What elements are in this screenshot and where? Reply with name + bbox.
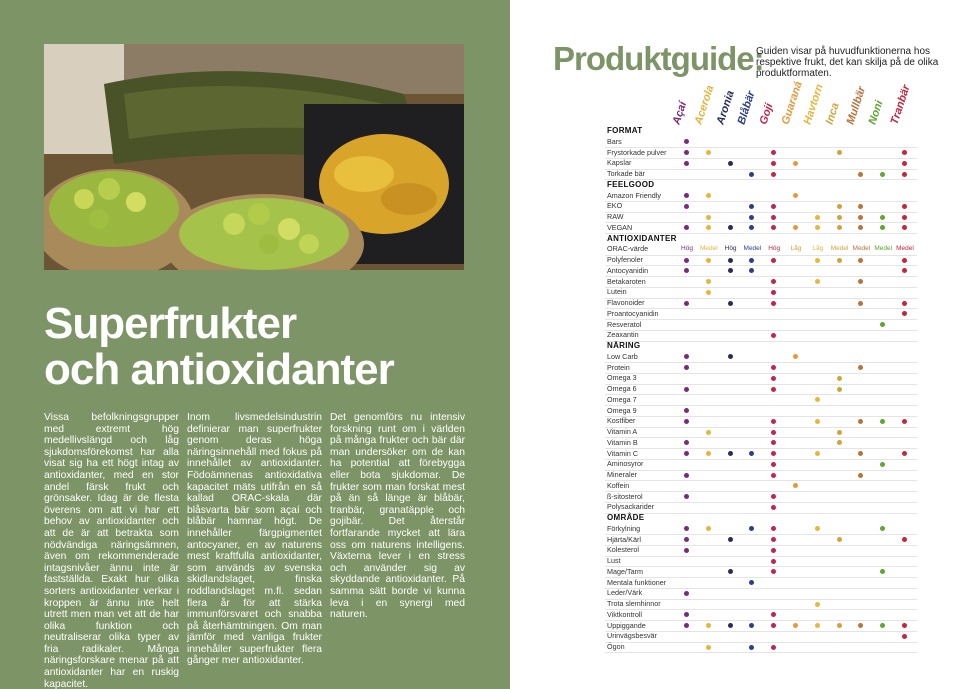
row-label: ORAC-värde <box>607 244 649 254</box>
orac-value: Hög <box>724 245 737 253</box>
row-label: ß-sitosterol <box>607 491 643 501</box>
feature-dot <box>880 462 885 467</box>
feature-dot <box>684 258 689 263</box>
feature-dot <box>706 279 711 284</box>
feature-dot <box>749 258 754 263</box>
feature-dot <box>793 623 798 628</box>
section-heading: ANTIOXIDANTER <box>607 233 677 243</box>
feature-dot <box>815 623 820 628</box>
feature-dot <box>771 505 776 510</box>
row-divider <box>605 319 917 320</box>
feature-dot <box>837 537 842 542</box>
row-label: Trota slemhinnor <box>607 599 661 608</box>
feature-dot <box>728 301 733 306</box>
feature-dot <box>771 376 776 381</box>
fruit-name: Guaraná <box>779 79 805 126</box>
row-divider <box>605 642 917 643</box>
feature-dot <box>728 354 733 359</box>
orac-value: Medel <box>874 245 893 253</box>
feature-dot <box>902 623 907 628</box>
feature-dot <box>684 419 689 424</box>
feature-dot <box>684 301 689 306</box>
row-label: Low Carb <box>607 351 638 361</box>
row-divider <box>605 480 917 481</box>
row-divider <box>605 212 917 213</box>
row-label: Omega 3 <box>607 373 637 383</box>
feature-dot <box>902 258 907 263</box>
row-label: Zeaxantin <box>607 330 639 340</box>
feature-dot <box>902 161 907 166</box>
row-divider <box>605 341 917 342</box>
feature-dot <box>684 494 689 499</box>
feature-dot <box>684 451 689 456</box>
feature-dot <box>728 258 733 263</box>
row-label: Vitamin A <box>607 427 638 436</box>
row-divider <box>605 566 917 567</box>
feature-dot <box>771 430 776 435</box>
feature-dot <box>684 623 689 628</box>
row-label: Kolesterol <box>607 545 639 555</box>
feature-dot <box>837 623 842 628</box>
orac-value: Medel <box>830 245 849 253</box>
body-column-2: Inom livsmedelsindustrin definierar man superfrukter genom deras höga näringsinnehåll med fokus på innehållet av antioxidanter. Födoämnenas antioxidativa kapacitet mäts utifrån en så kallad ORAC-skala där blåsvarta bär som açaí och blåbär hamnar högt. De innehåller färgpigmentet antocyaner, en av naturens mest kraftfulla antioxidanter, som används av svenska skidlandslaget, finska roddlandslaget m.fl. sedan flera år för att stärka immunförsvaret och snabba på återhämtningen. Om man jämför med vanliga frukter innehåller superfrukter flera gånger mer antioxidanter. <box>187 412 322 667</box>
row-label: Bars <box>607 136 622 146</box>
row-divider <box>605 298 917 299</box>
feature-dot <box>771 172 776 177</box>
row-divider <box>605 265 917 266</box>
row-label: Förkylning <box>607 523 641 533</box>
row-divider <box>605 255 917 256</box>
feature-dot <box>771 301 776 306</box>
feature-dot <box>749 172 754 177</box>
feature-dot <box>858 301 863 306</box>
row-label: Betakaroten <box>607 276 646 286</box>
row-label: Lutein <box>607 287 627 297</box>
feature-dot <box>684 161 689 166</box>
row-label: Viktkontroll <box>607 609 643 619</box>
row-label: Flavonoider <box>607 298 645 307</box>
body-column-3: Det genomförs nu intensiv forskning runt om i världen på många frukter och bär där man undersöker om de kan ha potential att förebygga eller bota sjukdomar. De frukter som man forskat mest på än så länge är blåbär, tranbär, granatäpple och gojibär. Det återstår fortfarande mycket att lära oss om naturens intelligens. Växterna lever i en stress och använder sig av skyddande antioxidanter. På samma sätt borde vi kunna leva i en synergi med naturen. <box>330 412 465 621</box>
row-divider <box>605 201 917 202</box>
feature-dot <box>858 172 863 177</box>
orac-value: Låg <box>812 245 824 253</box>
feature-dot <box>771 215 776 220</box>
row-divider <box>605 362 917 363</box>
feature-dot <box>837 430 842 435</box>
feature-dot <box>837 225 842 230</box>
row-divider <box>605 437 917 438</box>
feature-dot <box>684 387 689 392</box>
feature-dot <box>837 215 842 220</box>
row-divider <box>605 416 917 417</box>
row-label: Frystorkade pulver <box>607 147 667 157</box>
feature-dot <box>902 451 907 456</box>
feature-dot <box>706 290 711 295</box>
feature-dot <box>728 268 733 273</box>
feature-dot <box>771 559 776 564</box>
feature-dot <box>858 473 863 478</box>
row-divider <box>605 384 917 385</box>
row-divider <box>605 330 917 331</box>
row-divider <box>605 427 917 428</box>
feature-dot <box>706 645 711 650</box>
feature-dot <box>749 215 754 220</box>
orac-value: Låg <box>790 245 802 253</box>
fruit-name: Havtorn <box>801 82 826 126</box>
row-label: Proantocyanidin <box>607 308 659 318</box>
orac-value: Medel <box>743 245 762 253</box>
row-label: Kapslar <box>607 158 632 168</box>
feature-dot <box>902 301 907 306</box>
row-label: Torkade bär <box>607 169 645 178</box>
orac-value: Medel <box>699 245 718 253</box>
feature-dot <box>880 215 885 220</box>
row-divider <box>605 534 917 535</box>
product-guide-title: Produktguide: <box>553 40 764 77</box>
row-label: Aminosyror <box>607 459 644 469</box>
feature-dot <box>706 258 711 263</box>
row-divider <box>605 545 917 546</box>
row-label: EKO <box>607 201 623 211</box>
orac-value: Hög <box>768 245 781 253</box>
row-label: Leder/Värk <box>607 588 643 598</box>
feature-dot <box>684 365 689 370</box>
feature-dot <box>837 387 842 392</box>
row-label: Amazon Friendly <box>607 190 661 200</box>
row-label: Urinvägsbesvär <box>607 631 657 641</box>
fruit-name: Inca <box>823 101 842 126</box>
feature-dot <box>771 161 776 166</box>
feature-dot <box>771 645 776 650</box>
feature-dot <box>902 537 907 542</box>
fruit-column-header <box>888 83 914 126</box>
row-divider <box>605 609 917 610</box>
row-label: Vitamin C <box>607 448 639 458</box>
row-divider <box>605 158 917 159</box>
feature-dot <box>706 150 711 155</box>
row-divider <box>605 652 917 653</box>
orac-value: Medel <box>896 245 914 253</box>
row-divider <box>605 588 917 589</box>
row-divider <box>605 448 917 449</box>
feature-dot <box>749 645 754 650</box>
row-label: Uppiggande <box>607 620 646 630</box>
feature-dot <box>771 290 776 295</box>
feature-dot <box>815 279 820 284</box>
fruit-name: Tranbär <box>888 83 913 126</box>
fruit-name: Goji <box>757 101 776 126</box>
row-divider <box>605 459 917 460</box>
feature-dot <box>684 473 689 478</box>
feature-dot <box>771 548 776 553</box>
row-divider <box>605 287 917 288</box>
row-label: Ögon <box>607 642 625 651</box>
feature-dot <box>858 215 863 220</box>
row-label: Omega 9 <box>607 405 637 415</box>
feature-dot <box>771 258 776 263</box>
feature-dot <box>771 333 776 338</box>
row-label: Kostfiber <box>607 416 636 426</box>
feature-dot <box>706 215 711 220</box>
feature-dot <box>815 419 820 424</box>
feature-dot <box>728 537 733 542</box>
row-divider <box>605 470 917 471</box>
feature-dot <box>902 634 907 639</box>
row-divider <box>605 556 917 557</box>
row-label: Mentala funktioner <box>607 577 667 587</box>
feature-dot <box>684 193 689 198</box>
feature-dot <box>902 172 907 177</box>
feature-dot <box>728 451 733 456</box>
market-photo-illustration <box>44 44 464 270</box>
article-title-line1: Superfrukter <box>44 299 297 348</box>
row-label: Polyfenoler <box>607 255 643 264</box>
row-divider <box>605 620 917 621</box>
feature-dot <box>684 591 689 596</box>
fruit-name: Mullbär <box>844 85 869 126</box>
row-divider <box>605 405 917 406</box>
fruit-name: Noni <box>866 99 886 126</box>
row-label: Polysackarider <box>607 502 655 512</box>
feature-dot <box>793 161 798 166</box>
feature-dot <box>728 225 733 230</box>
feature-dot <box>728 623 733 628</box>
row-label: Omega 6 <box>607 384 637 393</box>
feature-dot <box>771 419 776 424</box>
feature-dot <box>815 258 820 263</box>
row-label: Mage/Tarm <box>607 566 643 576</box>
orac-value: Medel <box>852 245 871 253</box>
feature-dot <box>902 215 907 220</box>
feature-dot <box>837 258 842 263</box>
feature-dot <box>837 204 842 209</box>
row-label: RAW <box>607 212 624 221</box>
feature-dot <box>793 193 798 198</box>
feature-dot <box>815 602 820 607</box>
feature-dot <box>902 150 907 155</box>
feature-dot <box>880 172 885 177</box>
row-label: Omega 7 <box>607 394 637 404</box>
feature-dot <box>684 408 689 413</box>
row-divider <box>605 276 917 277</box>
feature-dot <box>837 376 842 381</box>
row-label: VEGAN <box>607 222 633 232</box>
row-label: Koffein <box>607 480 630 490</box>
row-divider <box>605 394 917 395</box>
row-divider <box>605 491 917 492</box>
fruit-name: Aronia <box>714 89 737 126</box>
row-label: Hjärta/Kärl <box>607 534 641 544</box>
row-divider <box>605 222 917 223</box>
feature-dot <box>771 204 776 209</box>
section-heading: OMRÅDE <box>607 513 645 522</box>
row-divider <box>605 513 917 514</box>
feature-dot <box>706 430 711 435</box>
section-heading: NÄRING <box>607 341 641 350</box>
fruit-name: Açaí <box>670 100 690 126</box>
fruit-name: Blåbär <box>735 89 758 126</box>
row-label: Antocyanidin <box>607 265 649 275</box>
row-label: Protein <box>607 362 630 372</box>
row-divider <box>605 373 917 374</box>
feature-dot <box>815 451 820 456</box>
article-title-line2: och antioxidanter <box>44 345 394 394</box>
feature-dot <box>815 215 820 220</box>
section-heading: FEELGOOD <box>607 179 655 189</box>
feature-dot <box>684 537 689 542</box>
feature-dot <box>706 623 711 628</box>
feature-dot <box>728 569 733 574</box>
feature-dot <box>902 204 907 209</box>
fruit-name: Acerola <box>692 83 717 126</box>
feature-dot <box>771 462 776 467</box>
feature-dot <box>858 258 863 263</box>
row-label: Resveratol <box>607 319 642 329</box>
feature-dot <box>902 419 907 424</box>
row-label: Mineraler <box>607 470 637 479</box>
feature-dot <box>706 193 711 198</box>
feature-dot <box>771 387 776 392</box>
feature-dot <box>771 473 776 478</box>
feature-dot <box>684 150 689 155</box>
market-photo <box>44 44 464 270</box>
feature-dot <box>684 548 689 553</box>
feature-dot <box>837 150 842 155</box>
feature-dot <box>706 451 711 456</box>
feature-dot <box>880 419 885 424</box>
product-guide-subtitle: Guiden visar på huvudfunktionerna hos respektive frukt, det kan skilja på de olika produktformaten. <box>756 46 939 79</box>
orac-value: Hög <box>681 245 693 253</box>
row-label: Vitamin B <box>607 437 638 447</box>
feature-dot <box>837 440 842 445</box>
row-label: Lust <box>607 556 621 565</box>
section-heading: FORMAT <box>607 126 643 135</box>
feature-dot <box>684 204 689 209</box>
body-column-1: Vissa befolkningsgrupper med extremt hög medellivslängd och låg sjukdomsförekomst har alla visat sig ha ett högt intag av antioxidanter, med en stor andel färsk frukt och grönsaker. Idag är de flesta överens om att vi har ett behov av antioxidanter och att de är att betrakta som nödvändiga näringsämnen, även om rekommenderade intagsnivåer ännu inte är fastställda. Exakt hur olika sorters antioxidanter verkar i kroppen är ännu inte helt utrett men man vet att de har olika funktion och neutraliserar olika typer av fria radikaler. Många näringsforskare menar på att antioxidanter har en ruskig kapacitet. <box>44 412 179 689</box>
feature-dot <box>728 161 733 166</box>
row-divider <box>605 169 917 170</box>
